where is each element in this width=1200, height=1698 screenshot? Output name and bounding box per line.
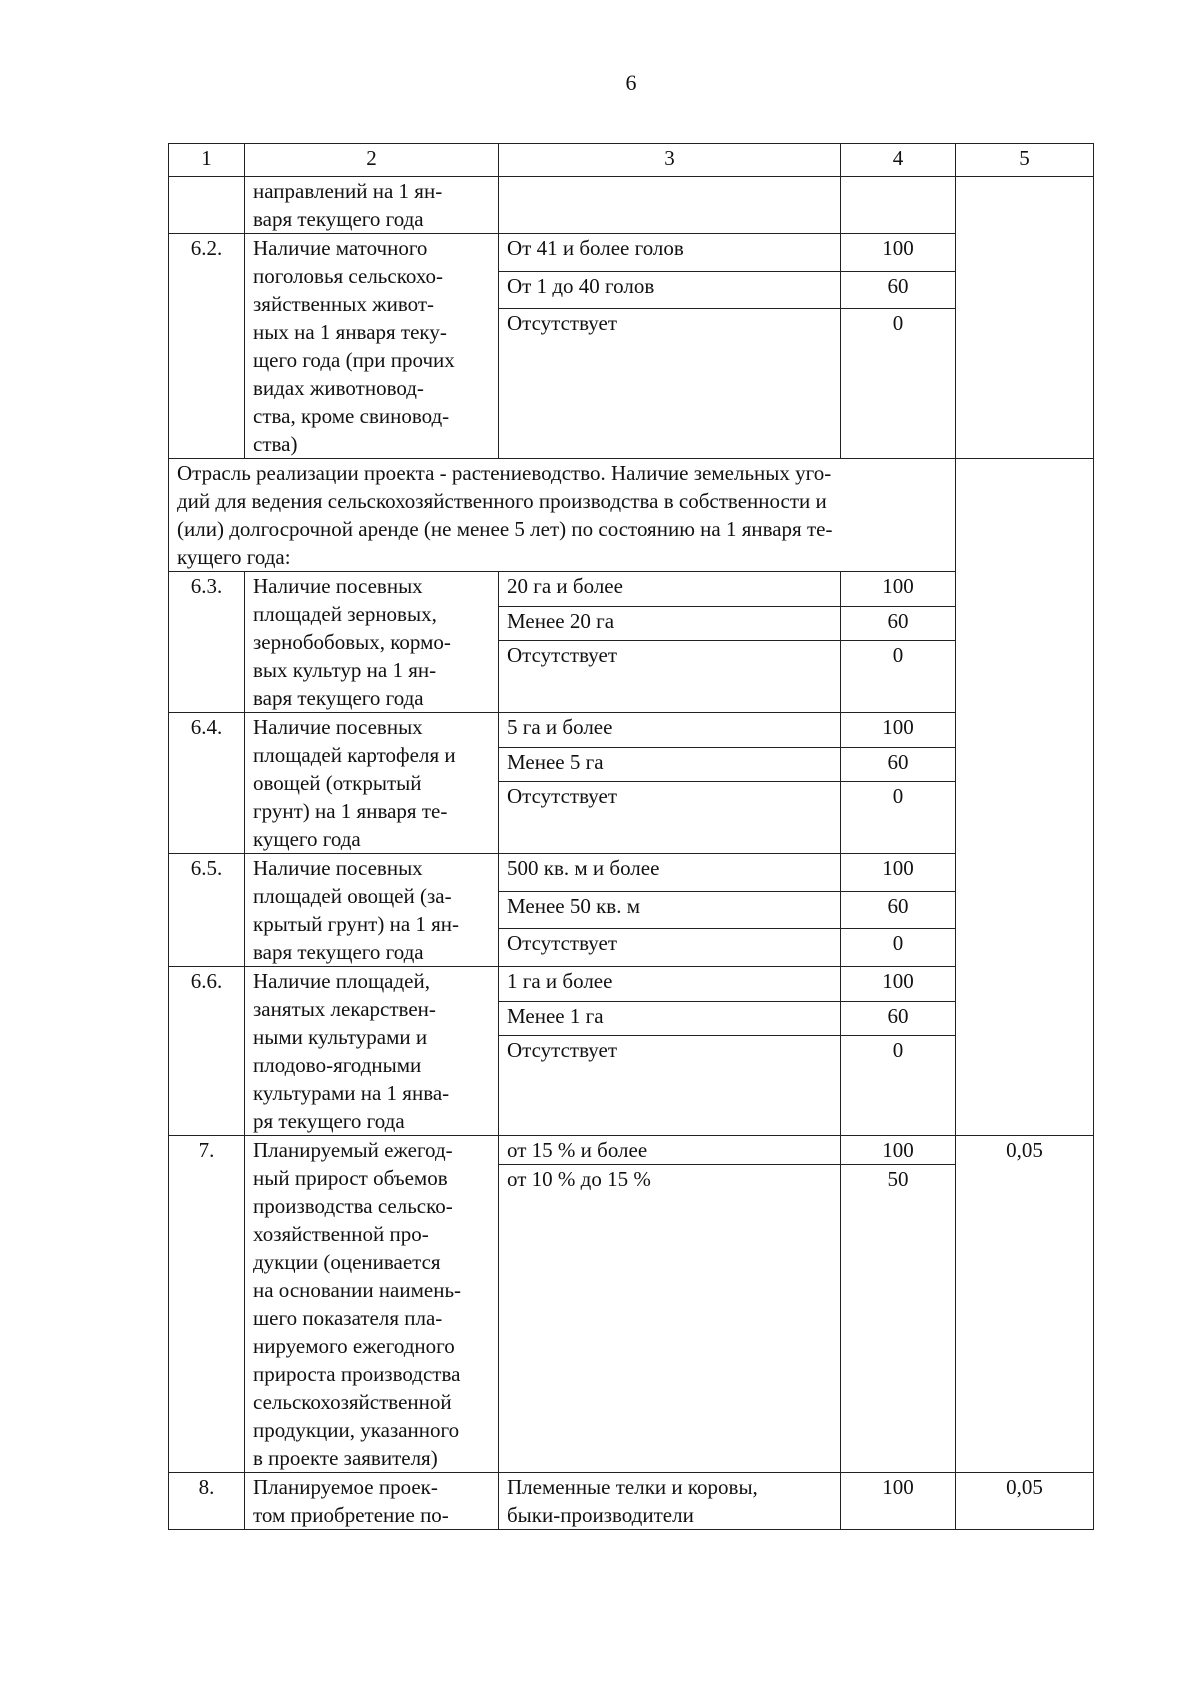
row-desc: Наличие посевных площадей овощей (за- крытый грунт) на 1 ян- варя текущего года — [245, 854, 499, 967]
row-option: Менее 50 кв. м — [499, 891, 841, 929]
row-desc: Наличие посевных площадей зерновых, зернобобовых, кормо- вых культур на 1 ян- варя текущего года — [245, 572, 499, 713]
row-option: Отсутствует — [499, 309, 841, 459]
section-heading: Отрасль реализации проекта - растениеводство. Наличие земельных уго- дий для ведения сельскохозяйственного производства в собственности и (или) долгосрочной аренде (не менее 5 лет) по состоянию на 1 января те- кущего года: — [169, 459, 956, 572]
table-row — [169, 572, 1094, 607]
row-num: 8. — [169, 1473, 245, 1530]
row-score: 100 — [841, 967, 956, 1002]
row-num: 6.3. — [169, 572, 245, 713]
row-score: 60 — [841, 606, 956, 641]
table-row — [169, 234, 1094, 272]
row-desc: Планируемый ежегод- ный прирост объемов производства сельско- хозяйственной про- дукции (оценивается на основании наимень- шего показателя пла- нируемого ежегодного прироста производства сельскохозяйственной продукции, указанного в проекте заявителя) — [245, 1136, 499, 1473]
row-score: 60 — [841, 1001, 956, 1036]
row-score: 0 — [841, 641, 956, 713]
row-score: 100 — [841, 572, 956, 607]
row-option — [499, 177, 841, 234]
row-option: Отсутствует — [499, 929, 841, 967]
table-row — [169, 967, 1094, 1002]
row-option: Менее 5 га — [499, 747, 841, 782]
row-option: Менее 20 га — [499, 606, 841, 641]
header-col-2: 2 — [245, 144, 499, 177]
row-score: 0 — [841, 1036, 956, 1136]
row-num: 7. — [169, 1136, 245, 1473]
header-col-4: 4 — [841, 144, 956, 177]
row-option: Отсутствует — [499, 641, 841, 713]
row-desc: направлений на 1 ян- варя текущего года — [245, 177, 499, 234]
page-number: 6 — [625, 70, 637, 95]
header-col-3: 3 — [499, 144, 841, 177]
row-option: от 10 % до 15 % — [499, 1165, 841, 1473]
table-row — [169, 1473, 1094, 1530]
row-option: Племенные телки и коровы, быки-производители — [499, 1473, 841, 1530]
row-option: 500 кв. м и более — [499, 854, 841, 892]
row-score: 60 — [841, 891, 956, 929]
row-weight — [956, 459, 1094, 1136]
row-weight: 0,05 — [956, 1136, 1094, 1473]
row-option: Отсутствует — [499, 782, 841, 854]
row-option: от 15 % и более — [499, 1136, 841, 1165]
header-col-5: 5 — [956, 144, 1094, 177]
row-num: 6.5. — [169, 854, 245, 967]
row-score — [841, 177, 956, 234]
row-option: 20 га и более — [499, 572, 841, 607]
criteria-table — [168, 143, 1094, 1530]
header-col-1: 1 — [169, 144, 245, 177]
row-score: 100 — [841, 1473, 956, 1530]
row-score: 100 — [841, 1136, 956, 1165]
row-num — [169, 177, 245, 234]
row-score: 50 — [841, 1165, 956, 1473]
row-score: 0 — [841, 309, 956, 459]
row-score: 100 — [841, 713, 956, 748]
table-row — [169, 177, 1094, 234]
header-row — [169, 144, 1094, 177]
row-option: 1 га и более — [499, 967, 841, 1002]
row-option: От 41 и более голов — [499, 234, 841, 272]
row-desc: Наличие посевных площадей картофеля и овощей (открытый грунт) на 1 января те- кущего года — [245, 713, 499, 854]
row-score: 0 — [841, 929, 956, 967]
row-weight — [956, 177, 1094, 459]
row-option: 5 га и более — [499, 713, 841, 748]
row-num: 6.2. — [169, 234, 245, 459]
table-row — [169, 713, 1094, 748]
row-weight: 0,05 — [956, 1473, 1094, 1530]
row-num: 6.4. — [169, 713, 245, 854]
table-row — [169, 854, 1094, 892]
row-option: Менее 1 га — [499, 1001, 841, 1036]
row-score: 100 — [841, 854, 956, 892]
row-option: Отсутствует — [499, 1036, 841, 1136]
row-desc: Планируемое проек- том приобретение по- — [245, 1473, 499, 1530]
row-desc: Наличие маточного поголовья сельскохо- зяйственных живот- ных на 1 января теку- щего года (при прочих видах животновод- ства, кроме свиновод- ства) — [245, 234, 499, 459]
table-row — [169, 1136, 1094, 1165]
row-score: 100 — [841, 234, 956, 272]
row-option: От 1 до 40 голов — [499, 271, 841, 309]
table-row — [169, 459, 1094, 572]
row-score: 0 — [841, 782, 956, 854]
row-desc: Наличие площадей, занятых лекарствен- ными культурами и плодово-ягодными культурами на 1 янва- ря текущего года — [245, 967, 499, 1136]
row-score: 60 — [841, 271, 956, 309]
row-score: 60 — [841, 747, 956, 782]
row-num: 6.6. — [169, 967, 245, 1136]
